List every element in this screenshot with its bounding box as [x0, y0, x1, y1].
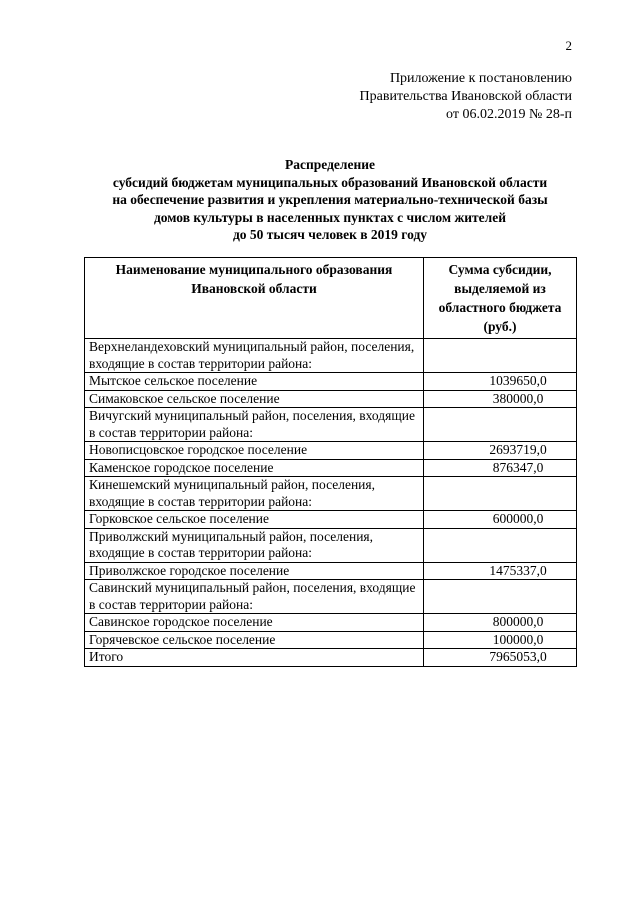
- subsidy-amount: 800000,0: [424, 614, 577, 632]
- heading-title: Распределение: [284, 157, 376, 172]
- subsidy-amount: 876347,0: [424, 459, 577, 477]
- municipality-name: Савинское городское поселение: [85, 614, 424, 632]
- document-heading: [60, 156, 600, 244]
- column-header-amount: Сумма субсидии, выделяемой из областного бюджета (руб.): [424, 258, 577, 339]
- total-row: [85, 649, 577, 667]
- municipality-name: Вичугский муниципальный район, поселения, входящие в состав территории района:: [85, 408, 424, 442]
- appendix-reference: [242, 70, 572, 124]
- subsidy-amount: [424, 477, 577, 511]
- table-row: [85, 614, 577, 632]
- appendix-line: Приложение к постановлению: [389, 71, 572, 86]
- subsidy-amount: [424, 580, 577, 614]
- municipality-name: Мытское сельское поселение: [85, 373, 424, 391]
- table-row: [85, 408, 577, 442]
- table-row: [85, 528, 577, 562]
- subsidy-amount: 100000,0: [424, 631, 577, 649]
- subsidy-amount: 600000,0: [424, 511, 577, 529]
- subsidy-distribution-table: [84, 257, 577, 667]
- municipality-name: Горковское сельское поселение: [85, 511, 424, 529]
- table-row: [85, 477, 577, 511]
- municipality-name: Новописцовское городское поселение: [85, 442, 424, 460]
- table-row: [85, 511, 577, 529]
- table-row: [85, 390, 577, 408]
- municipality-name: Савинский муниципальный район, поселения, входящие в состав территории района:: [85, 580, 424, 614]
- subsidy-amount: 1475337,0: [424, 562, 577, 580]
- subsidy-amount: [424, 339, 577, 373]
- table-row: [85, 562, 577, 580]
- heading-line: субсидий бюджетам муниципальных образований Ивановской области: [112, 174, 548, 190]
- total-label: Итого: [85, 649, 424, 667]
- municipality-name: Верхнеландеховский муниципальный район, поселения, входящие в состав территории района:: [85, 339, 424, 373]
- page-number: 2: [565, 38, 572, 53]
- table-row: [85, 373, 577, 391]
- subsidy-amount: [424, 408, 577, 442]
- municipality-name: Каменское городское поселение: [85, 459, 424, 477]
- table-row: [85, 580, 577, 614]
- column-header-name: Наименование муниципального образования Ивановской области: [85, 258, 424, 339]
- subsidy-amount: 2693719,0: [424, 442, 577, 460]
- total-amount: 7965053,0: [424, 649, 577, 667]
- appendix-line: Правительства Ивановской области: [359, 89, 572, 104]
- municipality-name: Горячевское сельское поселение: [85, 631, 424, 649]
- heading-line: до 50 тысяч человек в 2019 году: [232, 227, 428, 242]
- appendix-date-number: от 06.02.2019 № 28-п: [446, 107, 572, 122]
- table-row: [85, 442, 577, 460]
- municipality-name: Приволжский муниципальный район, поселения, входящие в состав территории района:: [85, 528, 424, 562]
- table-row: [85, 631, 577, 649]
- heading-line: на обеспечение развития и укрепления материально-технической базы: [112, 192, 548, 207]
- table-row: [85, 339, 577, 373]
- subsidy-amount: 1039650,0: [424, 373, 577, 391]
- table-row: [85, 459, 577, 477]
- municipality-name: Кинешемский муниципальный район, поселения, входящие в состав территории района:: [85, 477, 424, 511]
- heading-line: домов культуры в населенных пунктах с числом жителей: [153, 209, 507, 225]
- municipality-name: Симаковское сельское поселение: [85, 390, 424, 408]
- table-header-row: [85, 258, 577, 339]
- municipality-name: Приволжское городское поселение: [85, 562, 424, 580]
- subsidy-amount: [424, 528, 577, 562]
- subsidy-amount: 380000,0: [424, 390, 577, 408]
